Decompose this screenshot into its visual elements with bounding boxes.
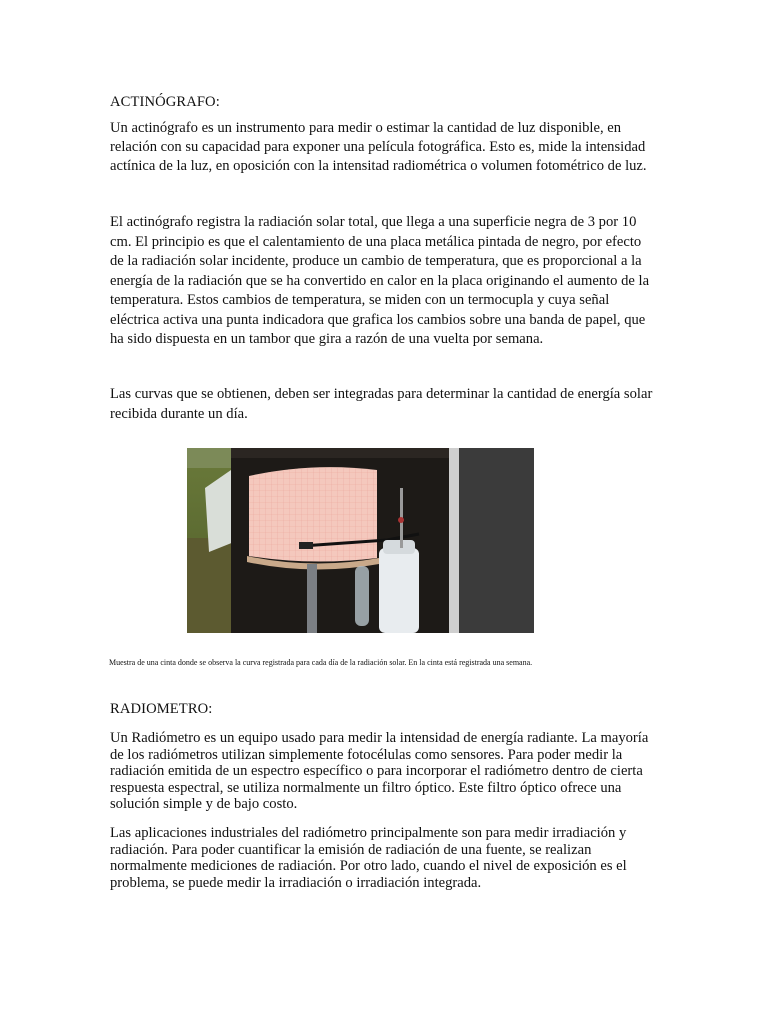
- section-title-actinografo: ACTINÓGRAFO:: [110, 94, 220, 110]
- paragraph: Las curvas que se obtienen, deben ser integradas para determinar la cantidad de energía solar recibida durante un día.: [110, 386, 653, 422]
- section-title-radiometro: RADIOMETRO:: [110, 701, 213, 717]
- paragraph: Un Radiómetro es un equipo usado para medir la intensidad de energía radiante. La mayoría de los radiómetros utilizan simplemente fotocélulas como sensores. Para poder medir la radiación emitida de un espectro específico o para incorporar el radiómetro dentro de cierta respuesta espectral, se utiliza normalmente un filtro óptico. Este filtro óptico ofrece una solución simple y de bajo costo.: [110, 730, 649, 812]
- paragraph: El actinógrafo registra la radiación solar total, que llega a una superficie negra de 3 por 10 cm. El principio es que el calentamiento de una placa metálica pintada de negro, por efecto de la radiación solar incidente, produce un cambio de temperatura, que es proporcional a la energía de la radiación que se ha convertido en calor en la placa originando el aumento de la temperatura. Estos cambios de temperatura, se miden con un termocupla y cuya señal eléctrica activa una punta indicadora que grafica los cambios sobre una banda de papel, que ha sido dispuesta en un tambor que gira a razón de una vuelta por semana.: [110, 214, 650, 347]
- paragraph: Las aplicaciones industriales del radiómetro principalmente son para medir irradiación y radiación. Para poder cuantificar la emisión de radiación de una fuente, se realizan normalmente mediciones de radiación. Por otro lado, cuando el nivel de exposición es el problema, se puede medir la irradiación o irradiación integrada.: [110, 825, 627, 891]
- paragraph: Un actinógrafo es un instrumento para medir o estimar la cantidad de luz disponible, en relación con su capacidad para exponer una película fotográfica. Esto es, mide la intensidad actínica de la luz, en oposición con la intensitad radiométrica o volumen fotométrico de luz.: [110, 120, 647, 174]
- figure-caption: Muestra de una cinta donde se observa la curva registrada para cada día de la radiación solar. En la cinta está registrada una semana.: [109, 658, 533, 667]
- actinograph-photo: [187, 448, 534, 633]
